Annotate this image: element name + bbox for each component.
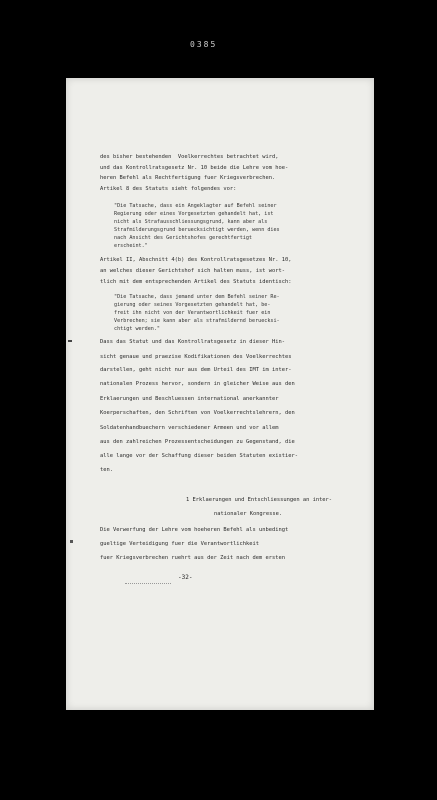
- quote-line: gierung oder seines Vorgesetzten gehandelt hat, be-: [114, 302, 271, 308]
- quote-line: "Die Tatsache, dass ein Angeklagter auf Befehl seiner: [114, 203, 277, 209]
- page-number: -32-: [178, 574, 193, 581]
- text-line: an welches dieser Gerichtshof sich halten muss, ist wort-: [100, 268, 285, 274]
- quote-line: Verbrechen; sie kann aber als strafmildernd beruecksi-: [114, 318, 280, 324]
- text-line: sicht genaue und praezise Kodifikationen des Voelkerrechtes: [100, 354, 292, 360]
- quote-line: Strafmilderungsgrund beruecksichtigt werden, wenn dies: [114, 227, 280, 233]
- quote-line: erscheint.": [114, 243, 148, 249]
- quote-line: "Die Tatsache, dass jemand unter dem Befehl seiner Re-: [114, 294, 280, 300]
- smudge-mark: [125, 573, 171, 584]
- quote-line: chtigt werden.": [114, 326, 161, 332]
- text-line: des bisher bestehenden Voelkerrechtes betrachtet wird,: [100, 154, 279, 160]
- text-line: Artikel 8 des Statuts sieht folgendes vor:: [100, 186, 237, 192]
- text-line: ten.: [100, 467, 113, 473]
- text-line: aus den zahlreichen Prozessentscheidungen zu Gegenstand, die: [100, 439, 295, 445]
- text-line: fuer Kriegsverbrechen ruehrt aus der Zeit nach dem ersten: [100, 555, 285, 561]
- quote-line: Regierung oder eines Vorgesetzten gehandelt hat, ist: [114, 211, 274, 217]
- margin-mark: [68, 340, 72, 342]
- text-line: nationalen Prozess hervor, sondern in gleicher Weise aus den: [100, 381, 295, 387]
- quote-line: nach Ansicht des Gerichtshofes gerechtfertigt: [114, 235, 253, 241]
- margin-mark: [70, 540, 73, 543]
- text-line: Erklaerungen und Beschluessen international anerkannter: [100, 396, 279, 402]
- document-header-number: 0385: [190, 40, 218, 49]
- section-heading: 1 Erklaerungen und Entschliessungen an inter-: [186, 497, 333, 503]
- text-line: heren Befehl als Rechtfertigung fuer Kriegsverbrechen.: [100, 175, 276, 181]
- text-line: Artikel II, Abschnitt 4(b) des Kontrollratsgesetzes Nr. 10,: [100, 257, 292, 263]
- text-line: Koerperschaften, den Schriften von Voelkerrechtslehrern, den: [100, 410, 295, 416]
- text-line: Soldatenhandbuechern verschiedener Armeen und vor allem: [100, 425, 279, 431]
- text-line: gueltige Verteidigung fuer die Verantwortlichkeit: [100, 541, 260, 547]
- quote-line: nicht als Strafausschliessungsgrund, kann aber als: [114, 219, 268, 225]
- text-line: Dass das Statut und das Kontrollratsgesetz in dieser Hin-: [100, 339, 285, 345]
- text-line: tlich mit dem entsprechenden Artikel des Statuts identisch:: [100, 279, 292, 285]
- text-line: alle lange vor der Schaffung dieser beiden Statuten existier-: [100, 453, 298, 459]
- text-line: Die Verwerfung der Lehre vom hoeheren Befehl als unbedingt: [100, 527, 289, 533]
- text-line: darstellen, geht nicht nur aus dem Urteil des IMT im inter-: [100, 367, 292, 373]
- document-page: [66, 78, 374, 710]
- text-line: und das Kontrollratsgesetz Nr. 10 beide die Lehre vom hoe-: [100, 165, 289, 171]
- quote-line: freit ihn nicht von der Verantwortlichkeit fuer ein: [114, 310, 271, 316]
- section-heading: nationaler Kongresse.: [214, 511, 283, 517]
